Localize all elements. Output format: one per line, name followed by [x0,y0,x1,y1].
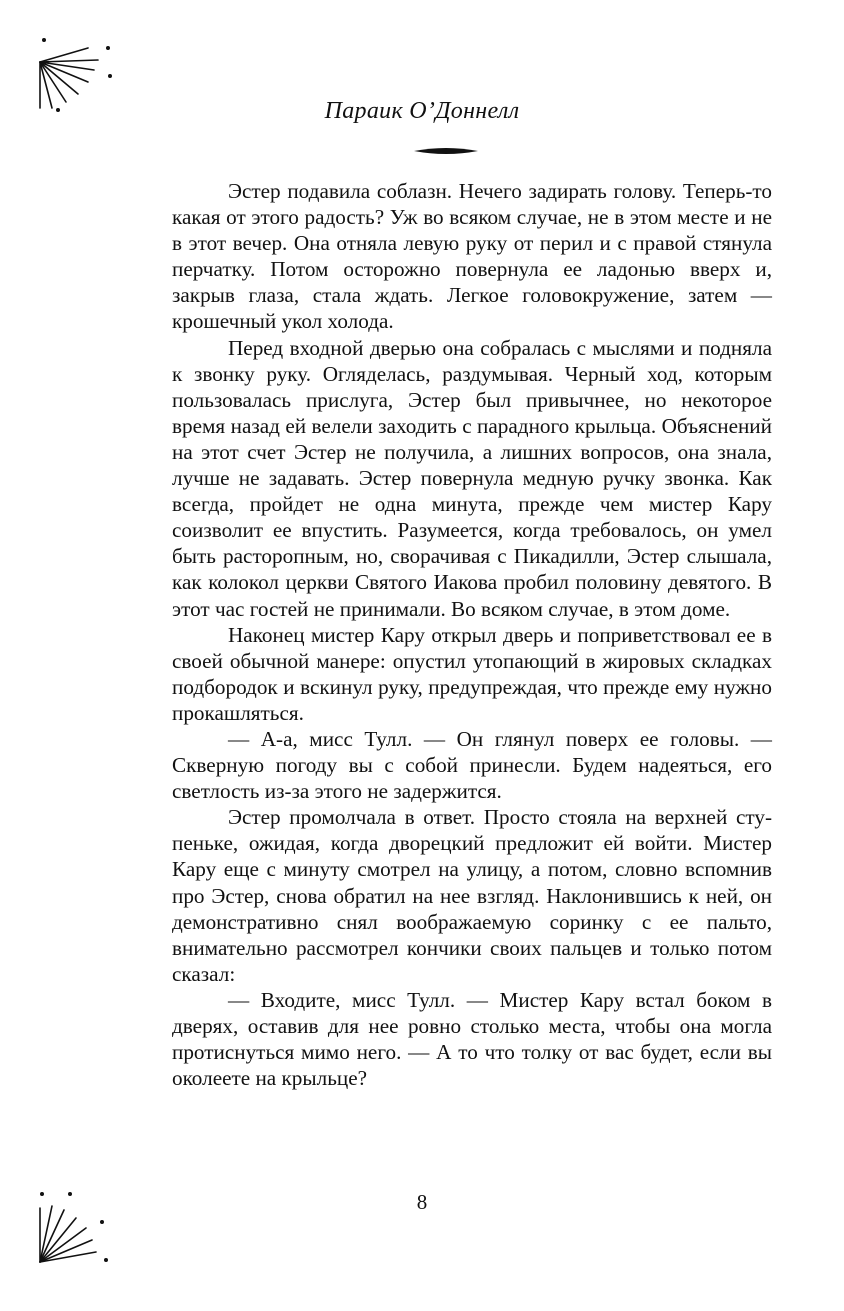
paragraph: — А-а, мисс Тулл. — Он глянул поверх ее головы. — Скверную погоду вы с собой принесли. Будем надеяться, его светлость из-за этого не задержится. [172,726,772,804]
paragraph: Перед входной дверью она собралась с мыслями и подняла к звонку руку. Огляделась, раздумывая. Черный ход, которым пользовалась прислуга, Эстер был привычнее, но некоторое время назад ей велели заходить с парадного крыльца. Объяснений на этот счет Эстер не получила, а лишних вопросов, она знала, лучше не задавать. Эстер повернула медную ручку звонка. Как всегда, пройдет не одна минута, прежде чем мистер Кару соизволит ее впустить. Разумеется, когда требовалось, он умел быть расторопным, но, сворачивая с Пикадилли, Эстер слышала, как колокол церкви Святого Иакова пробил половину девятого. В этот час гостей не принимали. Во всяком случае, в этом доме. [172,335,772,621]
running-head: Параик О’Доннелл [324,98,520,124]
paragraph: — Входите, мисс Тулл. — Мистер Кару встал боком в дверях, оставив для нее ровно столько места, чтобы она могла протиснуться мимо него. — А то что толку от вас будет, если вы околеете на крыльце? [172,987,772,1091]
paragraph: Наконец мистер Кару открыл дверь и поприветствовал ее в своей обычной манере: опустил утопающий в жировых складках подбородок и вскинул руку, предупреждая, что прежде ему нужно прокашляться. [172,622,772,725]
paragraph: Эстер промолчала в ответ. Просто стояла на верхней ступеньке, ожидая, когда дворецкий предложит ей войти. Мистер Кару еще с минуту смотрел на улицу, а потом, словно вспомнив про Эстер, снова обратил на нее взгляд. Наклонившись к ней, он демонстративно снял воображаемую соринку с ее пальто, внимательно рассмотрел кончики своих пальцев и только потом сказал: [172,805,772,986]
body-text [172,178,772,1091]
ornamental-rule-icon [414,146,478,156]
sunburst-ornament-bottom-icon [34,1188,114,1268]
paragraph: Эстер подавила соблазн. Нечего задирать голову. Теперь-то какая от этого радость? Уж во всяком случае, не в этом месте и не в этот вечер. Она отняла левую руку от перил и с правой стянула перчатку. Потом осторожно повернула ее ладонью вверх и, закрыв глаза, стала ждать. Легкое головокружение, затем — крошечный укол холода. [172,179,772,334]
page-number: 8 [416,1190,428,1214]
